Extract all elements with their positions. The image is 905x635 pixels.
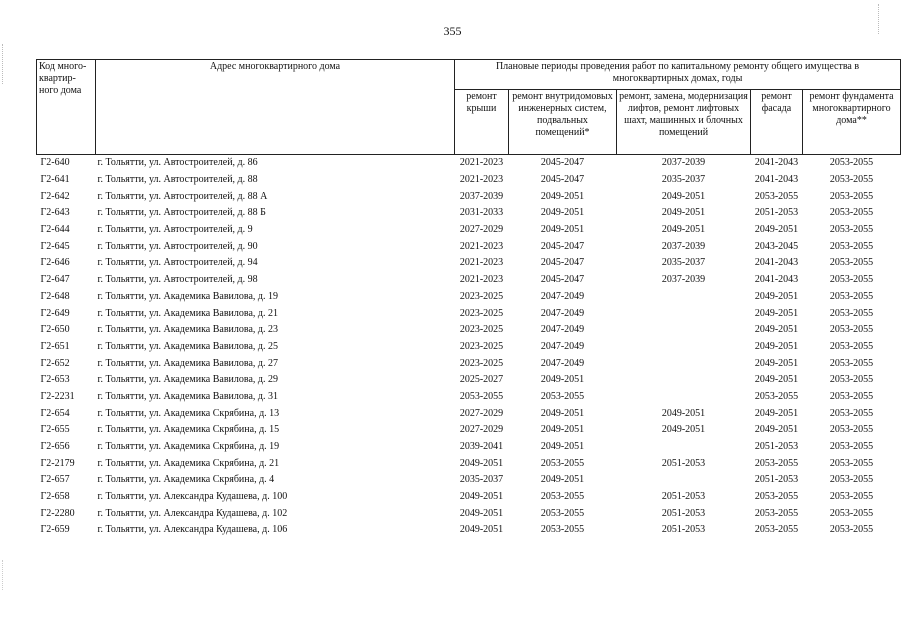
table-row bbox=[37, 355, 901, 372]
row-roof: 2023-2025 bbox=[459, 307, 504, 319]
row-facade: 2053-2055 bbox=[754, 190, 799, 202]
row-foundation: 2053-2055 bbox=[829, 524, 874, 536]
row-lifts: 2051-2053 bbox=[661, 457, 706, 469]
row-lifts: 2049-2051 bbox=[661, 424, 706, 436]
row-address: г. Тольятти, ул. Автостроителей, д. 88 bbox=[97, 174, 258, 186]
row-roof: 2021-2023 bbox=[459, 157, 504, 169]
row-foundation: 2053-2055 bbox=[829, 457, 874, 469]
header-lifts: ремонт, замена, модернизация лифтов, ремонт лифтовых шахт, машинных и блочных помещений bbox=[617, 90, 751, 155]
table-body bbox=[37, 155, 901, 539]
row-facade: 2049-2051 bbox=[754, 357, 799, 369]
table-row bbox=[37, 372, 901, 389]
table-row bbox=[37, 322, 901, 339]
header-address: Адрес многоквартирного дома bbox=[96, 60, 455, 155]
row-foundation: 2053-2055 bbox=[829, 324, 874, 336]
row-roof: 2049-2051 bbox=[459, 491, 504, 503]
row-foundation: 2053-2055 bbox=[829, 491, 874, 503]
row-lifts: 2051-2053 bbox=[661, 507, 706, 519]
table-row bbox=[37, 238, 901, 255]
row-lifts bbox=[617, 305, 751, 322]
row-foundation: 2053-2055 bbox=[829, 357, 874, 369]
row-code: Г2-642 bbox=[40, 190, 70, 202]
row-foundation: 2053-2055 bbox=[829, 257, 874, 269]
row-systems: 2049-2051 bbox=[540, 224, 585, 236]
row-address: г. Тольятти, ул. Академика Вавилова, д. 19 bbox=[97, 290, 278, 302]
row-foundation: 2053-2055 bbox=[829, 390, 874, 402]
row-address: г. Тольятти, ул. Академика Вавилова, д. 23 bbox=[97, 324, 278, 336]
row-roof: 2035-2037 bbox=[459, 474, 504, 486]
table-row bbox=[37, 205, 901, 222]
row-code: Г2-2231 bbox=[40, 390, 75, 402]
row-address: г. Тольятти, ул. Автостроителей, д. 88 Б bbox=[97, 207, 266, 219]
row-systems: 2045-2047 bbox=[540, 157, 585, 169]
row-lifts: 2049-2051 bbox=[661, 407, 706, 419]
row-roof: 2027-2029 bbox=[459, 424, 504, 436]
row-lifts: 2051-2053 bbox=[661, 491, 706, 503]
row-address: г. Тольятти, ул. Академика Скрябина, д. 4 bbox=[97, 474, 275, 486]
table-row bbox=[37, 505, 901, 522]
table-row bbox=[37, 255, 901, 272]
row-roof: 2049-2051 bbox=[459, 457, 504, 469]
row-code: Г2-650 bbox=[40, 324, 70, 336]
row-lifts: 2049-2051 bbox=[661, 190, 706, 202]
row-lifts: 2035-2037 bbox=[661, 257, 706, 269]
row-lifts: 2035-2037 bbox=[661, 174, 706, 186]
row-address: г. Тольятти, ул. Академика Вавилова, д. 21 bbox=[97, 307, 278, 319]
table-row bbox=[37, 272, 901, 289]
row-facade: 2041-2043 bbox=[754, 274, 799, 286]
table-row bbox=[37, 405, 901, 422]
header-code: Код много-квартир-ного дома bbox=[37, 60, 96, 155]
row-roof: 2023-2025 bbox=[459, 357, 504, 369]
row-roof: 2021-2023 bbox=[459, 240, 504, 252]
scan-artifact bbox=[878, 4, 897, 34]
row-roof: 2049-2051 bbox=[459, 524, 504, 536]
row-facade: 2041-2043 bbox=[754, 157, 799, 169]
row-systems: 2045-2047 bbox=[540, 174, 585, 186]
row-facade: 2041-2043 bbox=[754, 257, 799, 269]
row-code: Г2-651 bbox=[40, 340, 70, 352]
row-code: Г2-649 bbox=[40, 307, 70, 319]
row-foundation: 2053-2055 bbox=[829, 157, 874, 169]
row-systems: 2049-2051 bbox=[540, 441, 585, 453]
row-foundation: 2053-2055 bbox=[829, 374, 874, 386]
row-address: г. Тольятти, ул. Автостроителей, д. 90 bbox=[97, 240, 258, 252]
table-row bbox=[37, 439, 901, 456]
row-code: Г2-655 bbox=[40, 424, 70, 436]
row-foundation: 2053-2055 bbox=[829, 190, 874, 202]
row-address: г. Тольятти, ул. Академика Скрябина, д. 19 bbox=[97, 441, 280, 453]
row-systems: 2049-2051 bbox=[540, 424, 585, 436]
row-code: Г2-646 bbox=[40, 257, 70, 269]
table-row bbox=[37, 472, 901, 489]
row-systems: 2053-2055 bbox=[540, 524, 585, 536]
row-foundation: 2053-2055 bbox=[829, 424, 874, 436]
row-foundation: 2053-2055 bbox=[829, 474, 874, 486]
row-systems: 2047-2049 bbox=[540, 324, 585, 336]
row-address: г. Тольятти, ул. Академика Вавилова, д. 31 bbox=[97, 390, 278, 402]
row-foundation: 2053-2055 bbox=[829, 441, 874, 453]
row-foundation: 2053-2055 bbox=[829, 207, 874, 219]
row-code: Г2-647 bbox=[40, 274, 70, 286]
table-row bbox=[37, 389, 901, 406]
table-row bbox=[37, 289, 901, 306]
row-lifts: 2051-2053 bbox=[661, 524, 706, 536]
row-address: г. Тольятти, ул. Академика Скрябина, д. 13 bbox=[97, 407, 280, 419]
row-address: г. Тольятти, ул. Александра Кудашева, д. 106 bbox=[97, 524, 288, 536]
row-code: Г2-643 bbox=[40, 207, 70, 219]
row-facade: 2049-2051 bbox=[754, 424, 799, 436]
row-lifts bbox=[617, 389, 751, 406]
row-address: г. Тольятти, ул. Александра Кудашева, д. 102 bbox=[97, 507, 288, 519]
row-address: г. Тольятти, ул. Академика Вавилова, д. 27 bbox=[97, 357, 278, 369]
header-row-1 bbox=[37, 60, 901, 90]
row-roof: 2039-2041 bbox=[459, 441, 504, 453]
row-facade: 2053-2055 bbox=[754, 524, 799, 536]
row-code: Г2-652 bbox=[40, 357, 70, 369]
row-lifts: 2049-2051 bbox=[661, 207, 706, 219]
table-row bbox=[37, 155, 901, 172]
row-roof: 2031-2033 bbox=[459, 207, 504, 219]
row-systems: 2049-2051 bbox=[540, 407, 585, 419]
row-facade: 2051-2053 bbox=[754, 441, 799, 453]
row-roof: 2023-2025 bbox=[459, 290, 504, 302]
row-facade: 2051-2053 bbox=[754, 207, 799, 219]
row-foundation: 2053-2055 bbox=[829, 507, 874, 519]
row-lifts: 2037-2039 bbox=[661, 240, 706, 252]
row-code: Г2-648 bbox=[40, 290, 70, 302]
row-address: г. Тольятти, ул. Академика Вавилова, д. 25 bbox=[97, 340, 278, 352]
row-roof: 2027-2029 bbox=[459, 224, 504, 236]
table-row bbox=[37, 455, 901, 472]
row-address: г. Тольятти, ул. Академика Скрябина, д. 15 bbox=[97, 424, 280, 436]
row-lifts bbox=[617, 339, 751, 356]
row-address: г. Тольятти, ул. Автостроителей, д. 94 bbox=[97, 257, 258, 269]
row-lifts bbox=[617, 372, 751, 389]
row-foundation: 2053-2055 bbox=[829, 407, 874, 419]
row-code: Г2-657 bbox=[40, 474, 70, 486]
row-roof: 2021-2023 bbox=[459, 174, 504, 186]
row-systems: 2047-2049 bbox=[540, 357, 585, 369]
table-row bbox=[37, 305, 901, 322]
page-number: 355 bbox=[443, 24, 462, 38]
row-systems: 2045-2047 bbox=[540, 240, 585, 252]
row-systems: 2045-2047 bbox=[540, 257, 585, 269]
row-facade: 2049-2051 bbox=[754, 340, 799, 352]
row-systems: 2049-2051 bbox=[540, 207, 585, 219]
row-facade: 2049-2051 bbox=[754, 290, 799, 302]
row-facade: 2053-2055 bbox=[754, 507, 799, 519]
row-code: Г2-641 bbox=[40, 174, 70, 186]
row-foundation: 2053-2055 bbox=[829, 307, 874, 319]
row-systems: 2045-2047 bbox=[540, 274, 585, 286]
row-lifts bbox=[617, 355, 751, 372]
table-row bbox=[37, 339, 901, 356]
row-roof: 2027-2029 bbox=[459, 407, 504, 419]
row-systems: 2047-2049 bbox=[540, 340, 585, 352]
row-systems: 2053-2055 bbox=[540, 390, 585, 402]
row-roof: 2049-2051 bbox=[459, 507, 504, 519]
row-address: г. Тольятти, ул. Академика Скрябина, д. 21 bbox=[97, 457, 280, 469]
row-systems: 2053-2055 bbox=[540, 457, 585, 469]
row-roof: 2021-2023 bbox=[459, 257, 504, 269]
row-code: Г2-659 bbox=[40, 524, 70, 536]
row-lifts bbox=[617, 472, 751, 489]
header-facade: ремонт фасада bbox=[751, 90, 803, 155]
table-row bbox=[37, 522, 901, 539]
row-code: Г2-654 bbox=[40, 407, 70, 419]
row-systems: 2049-2051 bbox=[540, 474, 585, 486]
row-facade: 2049-2051 bbox=[754, 307, 799, 319]
row-code: Г2-645 bbox=[40, 240, 70, 252]
table-row bbox=[37, 188, 901, 205]
row-facade: 2043-2045 bbox=[754, 240, 799, 252]
row-address: г. Тольятти, ул. Автостроителей, д. 98 bbox=[97, 274, 258, 286]
header-foundation: ремонт фундамента многоквартирного дома** bbox=[803, 90, 901, 155]
row-systems: 2049-2051 bbox=[540, 190, 585, 202]
row-systems: 2047-2049 bbox=[540, 307, 585, 319]
row-roof: 2037-2039 bbox=[459, 190, 504, 202]
row-systems: 2049-2051 bbox=[540, 374, 585, 386]
row-facade: 2053-2055 bbox=[754, 491, 799, 503]
row-lifts bbox=[617, 289, 751, 306]
header-roof: ремонт крыши bbox=[455, 90, 509, 155]
scan-artifact bbox=[2, 44, 9, 84]
row-roof: 2023-2025 bbox=[459, 324, 504, 336]
row-facade: 2053-2055 bbox=[754, 390, 799, 402]
row-foundation: 2053-2055 bbox=[829, 174, 874, 186]
table-row bbox=[37, 222, 901, 239]
row-code: Г2-656 bbox=[40, 441, 70, 453]
row-code: Г2-653 bbox=[40, 374, 70, 386]
header-systems: ремонт внутридомовых инженерных систем, подвальных помещений* bbox=[509, 90, 617, 155]
row-systems: 2047-2049 bbox=[540, 290, 585, 302]
table-row bbox=[37, 422, 901, 439]
row-foundation: 2053-2055 bbox=[829, 240, 874, 252]
row-systems: 2053-2055 bbox=[540, 507, 585, 519]
row-foundation: 2053-2055 bbox=[829, 224, 874, 236]
row-code: Г2-2179 bbox=[40, 457, 75, 469]
capital-repair-table bbox=[36, 59, 901, 539]
row-address: г. Тольятти, ул. Академика Вавилова, д. 29 bbox=[97, 374, 278, 386]
row-lifts: 2037-2039 bbox=[661, 157, 706, 169]
row-roof: 2053-2055 bbox=[459, 390, 504, 402]
row-address: г. Тольятти, ул. Автостроителей, д. 88 А bbox=[97, 190, 268, 202]
row-facade: 2051-2053 bbox=[754, 474, 799, 486]
table-row bbox=[37, 489, 901, 506]
row-systems: 2053-2055 bbox=[540, 491, 585, 503]
row-lifts bbox=[617, 439, 751, 456]
row-facade: 2049-2051 bbox=[754, 407, 799, 419]
row-lifts: 2049-2051 bbox=[661, 224, 706, 236]
table-row bbox=[37, 172, 901, 189]
row-address: г. Тольятти, ул. Александра Кудашева, д. 100 bbox=[97, 491, 288, 503]
row-lifts bbox=[617, 322, 751, 339]
row-facade: 2049-2051 bbox=[754, 374, 799, 386]
row-code: Г2-2280 bbox=[40, 507, 75, 519]
row-roof: 2021-2023 bbox=[459, 274, 504, 286]
row-facade: 2049-2051 bbox=[754, 224, 799, 236]
row-address: г. Тольятти, ул. Автостроителей, д. 86 bbox=[97, 157, 258, 169]
row-code: Г2-644 bbox=[40, 224, 70, 236]
scan-artifact bbox=[2, 560, 9, 590]
row-foundation: 2053-2055 bbox=[829, 340, 874, 352]
header-periods: Плановые периоды проведения работ по капитальному ремонту общего имущества в многоквартирных домах, годы bbox=[455, 60, 901, 90]
row-roof: 2023-2025 bbox=[459, 340, 504, 352]
row-roof: 2025-2027 bbox=[459, 374, 504, 386]
row-facade: 2041-2043 bbox=[754, 174, 799, 186]
row-code: Г2-640 bbox=[40, 157, 70, 169]
row-facade: 2053-2055 bbox=[754, 457, 799, 469]
row-code: Г2-658 bbox=[40, 491, 70, 503]
row-address: г. Тольятти, ул. Автостроителей, д. 9 bbox=[97, 224, 253, 236]
row-foundation: 2053-2055 bbox=[829, 274, 874, 286]
row-lifts: 2037-2039 bbox=[661, 274, 706, 286]
row-facade: 2049-2051 bbox=[754, 324, 799, 336]
row-foundation: 2053-2055 bbox=[829, 290, 874, 302]
